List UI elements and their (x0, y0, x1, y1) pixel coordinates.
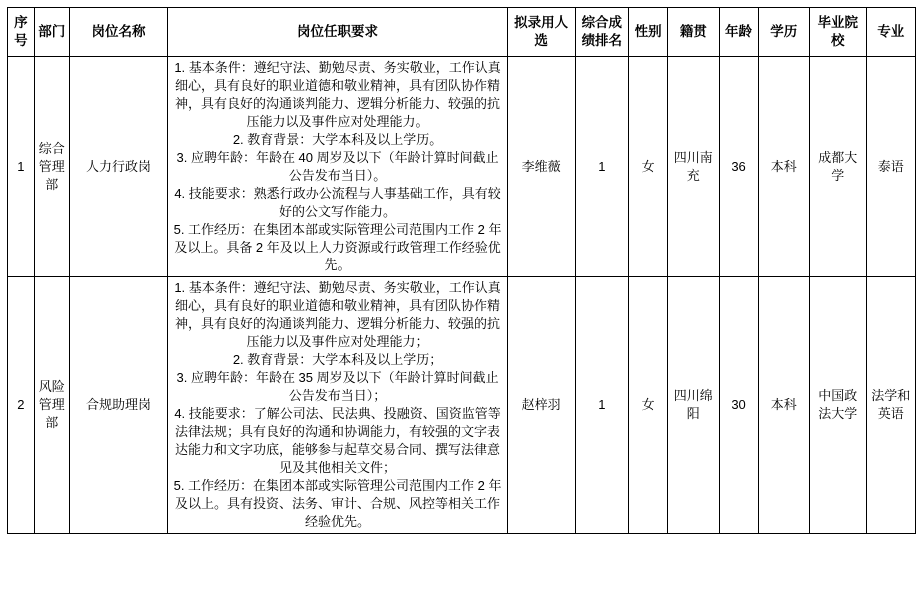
table-row (8, 57, 916, 277)
header-requirements-label: 岗位任职要求 (297, 23, 379, 39)
requirement-item: 3. 应聘年龄：年龄在 40 周岁及以下（年龄计算时间截止公告发布当日）。 (176, 149, 499, 183)
header-post (69, 8, 168, 57)
cell-age: 30 (719, 277, 758, 533)
cell-age: 36 (719, 57, 758, 277)
header-dept-label: 部门 (38, 23, 66, 39)
cell-candidate: 李维薇 (507, 57, 575, 277)
requirement-item: 5. 工作经历：在集团本部或实际管理公司范围内工作 2 年及以上。具备 2 年及以上人力资源或行政管理工作经验优先。 (173, 221, 502, 273)
requirement-item: 3. 应聘年龄：年龄在 35 周岁及以下（年龄计算时间截止公告发布当日）； (176, 370, 499, 404)
header-gender (629, 8, 668, 57)
cell-no: 2 (8, 277, 35, 533)
cell-native-place: 四川南充 (668, 57, 719, 277)
cell-score-rank: 1 (575, 277, 628, 533)
cell-school: 中国政法大学 (809, 277, 866, 533)
recruitment-table (7, 7, 916, 534)
header-score-rank (575, 8, 628, 57)
cell-native-place: 四川绵阳 (668, 277, 719, 533)
table-body (8, 57, 916, 533)
cell-dept: 风险管理部 (34, 277, 69, 533)
cell-dept: 综合管理部 (34, 57, 69, 277)
cell-requirements (168, 277, 507, 533)
requirement-item: 4. 技能要求：了解公司法、民法典、投融资、国资监管等法律法规；具有良好的沟通和协调能力，有较强的文字表达能力和文字功底，能够参与起草交易合同、撰写法律意见及其他相关文件； (174, 405, 501, 475)
requirement-item: 1. 基本条件：遵纪守法、勤勉尽责、务实敬业，工作认真细心，具有良好的职业道德和敬业精神，具有团队协作精神，具有良好的沟通谈判能力、逻辑分析能力、较强的抗压能力以及事件应对处理能力； (174, 280, 501, 350)
cell-school: 成都大学 (809, 57, 866, 277)
requirement-item: 5. 工作经历：在集团本部或实际管理公司范围内工作 2 年及以上。具有投资、法务、审计、合规、风控等相关工作经验优先。 (173, 477, 502, 529)
header-age (719, 8, 758, 57)
header-education-label: 学历 (770, 23, 798, 39)
table-row (8, 277, 916, 533)
header-major (866, 8, 915, 57)
header-native-place (668, 8, 719, 57)
cell-gender: 女 (629, 277, 668, 533)
header-school (809, 8, 866, 57)
cell-candidate: 赵梓羽 (507, 277, 575, 533)
cell-education: 本科 (758, 277, 809, 533)
header-school-label: 毕业院校 (817, 15, 858, 48)
requirement-item: 4. 技能要求：熟悉行政办公流程与人事基础工作，具有较好的公文写作能力。 (174, 185, 501, 219)
cell-major: 泰语 (866, 57, 915, 277)
cell-post: 人力行政岗 (69, 57, 168, 277)
cell-requirements (168, 57, 507, 277)
header-age-label: 年龄 (725, 23, 753, 39)
header-education (758, 8, 809, 57)
cell-education: 本科 (758, 57, 809, 277)
requirement-item: 1. 基本条件：遵纪守法、勤勉尽责、务实敬业，工作认真细心，具有良好的职业道德和敬业精神，具有团队协作精神，具有良好的沟通谈判能力、逻辑分析能力、较强的抗压能力以及事件应对处理能力。 (174, 60, 501, 129)
header-gender-label: 性别 (634, 23, 662, 39)
header-native-place-label: 籍贯 (679, 23, 707, 39)
cell-no: 1 (8, 57, 35, 277)
cell-major: 法学和英语 (866, 277, 915, 533)
cell-score-rank: 1 (575, 57, 628, 277)
header-no-label: 序号 (14, 15, 28, 48)
requirement-item: 2. 教育背景：大学本科及以上学历。 (232, 131, 443, 147)
header-candidate-label: 拟录用人选 (514, 15, 569, 48)
header-candidate (507, 8, 575, 57)
table-header-row (8, 8, 916, 57)
requirement-item: 2. 教育背景：大学本科及以上学历； (232, 352, 443, 368)
cell-gender: 女 (629, 57, 668, 277)
header-score-rank-label: 综合成绩排名 (581, 15, 623, 48)
header-major-label: 专业 (877, 23, 905, 39)
header-no (8, 8, 35, 57)
header-dept (34, 8, 69, 57)
cell-post: 合规助理岗 (69, 277, 168, 533)
header-post-label: 岗位名称 (91, 23, 146, 39)
header-requirements (168, 8, 507, 57)
